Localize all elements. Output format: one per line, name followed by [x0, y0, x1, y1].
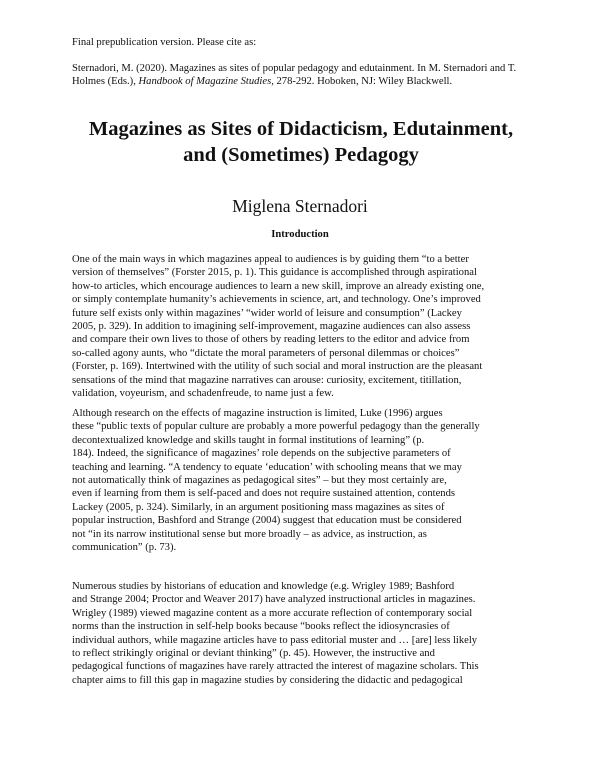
text-line: chapter aims to fill this gap in magazine studies by considering the didactic and pedagogical — [72, 674, 463, 686]
text-line: Wrigley (1989) viewed magazine content as a more accurate reflection of contemporary social — [72, 607, 473, 619]
text-line: (Forster, p. 169). Intertwined with the utility of such social and moral instruction are the pleasant — [72, 361, 483, 373]
citation-book-title: Handbook of Magazine Studies — [138, 76, 272, 87]
body-paragraph — [72, 407, 532, 554]
citation-text-after-title: , 278-292. Hoboken, NJ: Wiley Blackwell. — [271, 76, 453, 87]
citation-reference — [72, 62, 532, 88]
author-name: Miglena Sternadori — [232, 196, 368, 216]
citation-notice: Final prepublication version. Please cite as: — [72, 37, 257, 48]
body-paragraph — [72, 253, 532, 400]
text-line: not automatically think of magazines as pedagogical sites” – but they most certainly are, — [72, 474, 447, 486]
text-line: future self exists only within magazines’ “wider world of leisure and consumption” (Lackey — [72, 307, 462, 319]
text-line: pedagogical functions of magazines have rarely attracted the interest of magazine scholars. This — [72, 661, 479, 673]
text-line: not “in its narrow institutional sense but more broadly – as advice, as instruction, as — [72, 528, 427, 540]
text-line: teaching and learning. “A tendency to equate ‘education’ with schooling means that we may — [72, 461, 462, 473]
text-line: how-to articles, which encourage audiences to learn a new skill, improve an already existing one, — [72, 280, 485, 292]
text-line: individual authors, while magazine articles have to pass editorial muster and … [are] less likely — [72, 634, 478, 646]
article-title-line: Magazines as Sites of Didacticism, Edutainment, — [88, 118, 514, 140]
text-line: and compare their own lives to those of others by reading letters to the editor and advice from — [72, 334, 470, 346]
text-line: validation, voyeurism, and schadenfreude, to name just a few. — [72, 387, 334, 399]
section-heading: Introduction — [271, 229, 329, 240]
text-line: One of the main ways in which magazines appeal to audiences is by guiding them “to a better — [72, 254, 469, 265]
body-paragraph — [72, 580, 532, 687]
text-line: Although research on the effects of magazine instruction is limited, Luke (1996) argues — [72, 408, 443, 419]
text-line: so-called agony aunts, who “dictate the moral parameters of personal dilemmas or choices” — [72, 347, 460, 359]
text-line: Numerous studies by historians of education and knowledge (e.g. Wrigley 1989; Bashford — [72, 581, 455, 592]
text-line: Lackey (2005, p. 324). Similarly, in an argument positioning mass magazines as sites of — [72, 501, 445, 513]
text-line: or simply contemplate humanity’s achievements in science, art, and technology. One’s improved — [72, 294, 481, 306]
text-line: norms than the instruction in self-help books because “books reflect the idiosyncrasies of — [72, 621, 450, 633]
article-title-line: and (Sometimes) Pedagogy — [183, 144, 419, 166]
text-line: 2005, p. 329). In addition to imagining self-improvement, magazine audiences can also assess — [72, 320, 471, 332]
article-title — [60, 116, 542, 168]
text-line: decontextualized knowledge and skills taught in formal institutions of learning” (p. — [72, 434, 425, 446]
text-line: sensations of the mind that magazine narratives can arouse: curiosity, excitement, titillation, — [72, 374, 462, 386]
citation-text-before-title: Sternadori, M. (2020). Magazines as sites of popular pedagogy and edutainment. In M. Sternadori and T. Holmes (Eds.), — [72, 63, 517, 87]
text-line: and Strange 2004; Proctor and Weaver 2017) have analyzed instructional articles in magazines. — [72, 594, 476, 606]
text-line: communication” (p. 73). — [72, 541, 177, 553]
text-line: 184). Indeed, the significance of magazines’ role depends on the subjective parameters of — [72, 448, 451, 460]
text-line: popular instruction, Bashford and Strange (2004) suggest that education must be considered — [72, 515, 462, 527]
text-line: these “public texts of popular culture are probably a more powerful pedagogy than the generally — [72, 421, 480, 433]
text-line: even if learning from them is self-paced and does not require sustained attention, contends — [72, 488, 456, 500]
text-line: to reflect strikingly original or deviant thinking” (p. 45). However, the instructive and — [72, 647, 435, 659]
text-line: version of themselves” (Forster 2015, p. 1). This guidance is accomplished through aspirational — [72, 267, 477, 279]
